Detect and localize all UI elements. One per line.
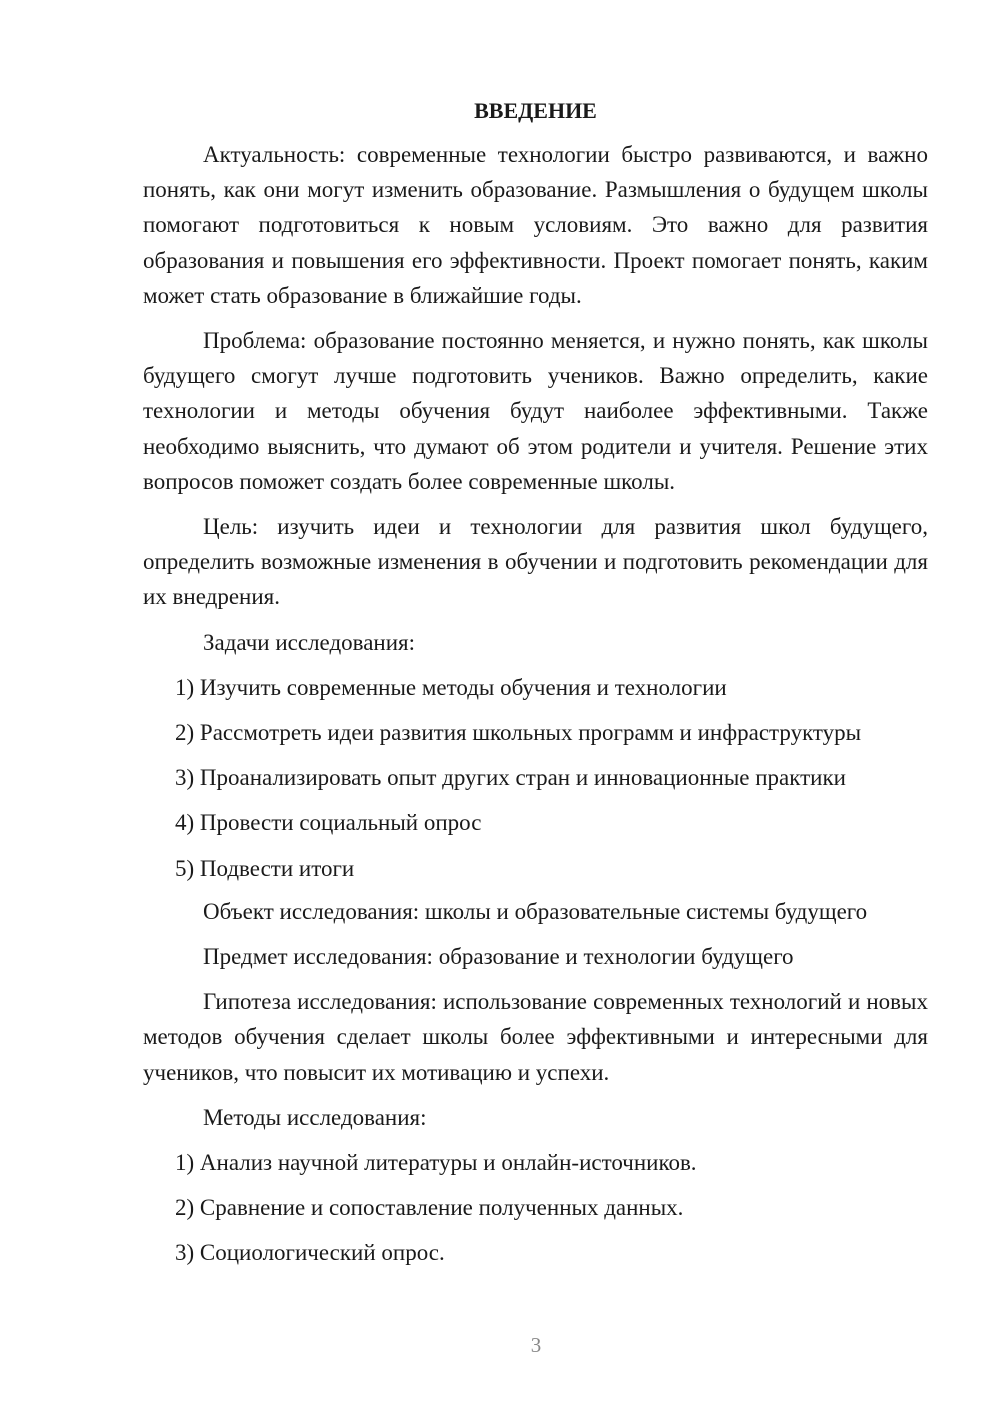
object-paragraph: Объект исследования: школы и образовательные системы будущего (203, 898, 868, 924)
relevance-paragraph: Актуальность: современные технологии быстро развиваются, и важно понять, как они могут изменить образование. Размышления о будущем школы помогают подготовиться к новым условиям. Это важно для развития образования и повышения его эффективности. Проект помогает понять, каким может стать образование в ближайшие годы. (143, 142, 928, 308)
goal-paragraph: Цель: изучить идеи и технологии для развития школ будущего, определить возможные изменения в обучении и подготовить рекомендации для их внедрения. (143, 514, 928, 610)
list-item: 3) Социологический опрос. (175, 1240, 445, 1266)
list-item: 4) Провести социальный опрос (175, 810, 482, 836)
list-item: 2) Сравнение и сопоставление полученных данных. (175, 1195, 684, 1221)
list-item: 1) Анализ научной литературы и онлайн-источников. (175, 1150, 697, 1176)
list-item: 1) Изучить современные методы обучения и технологии (175, 674, 727, 700)
methods-list (143, 1145, 928, 1271)
list-item: 2) Рассмотреть идеи развития школьных программ и инфраструктуры (175, 720, 862, 746)
tasks-heading: Задачи исследования: (203, 629, 416, 655)
hypothesis-paragraph: Гипотеза исследования: использование современных технологий и новых методов обучения сделает школы более эффективными и интересными для учеников, что повысит их мотивацию и успехи. (143, 989, 928, 1085)
tasks-list (143, 670, 928, 886)
page-number: 3 (530, 1333, 542, 1357)
page-title: ВВЕДЕНИЕ (474, 98, 597, 123)
list-item: 5) Подвести итоги (175, 855, 355, 881)
problem-paragraph: Проблема: образование постоянно меняется, и нужно понять, как школы будущего смогут лучше подготовить учеников. Важно определить, какие технологии и методы обучения будут наиболее эффективными. Также необходимо выяснить, что думают об этом родители и учителя. Решение этих вопросов поможет создать более современные школы. (143, 328, 928, 494)
list-item: 3) Проанализировать опыт других стран и инновационные практики (175, 765, 846, 791)
page-content (143, 96, 928, 1281)
subject-paragraph: Предмет исследования: образование и технологии будущего (203, 944, 794, 970)
methods-heading: Методы исследования: (203, 1104, 427, 1130)
